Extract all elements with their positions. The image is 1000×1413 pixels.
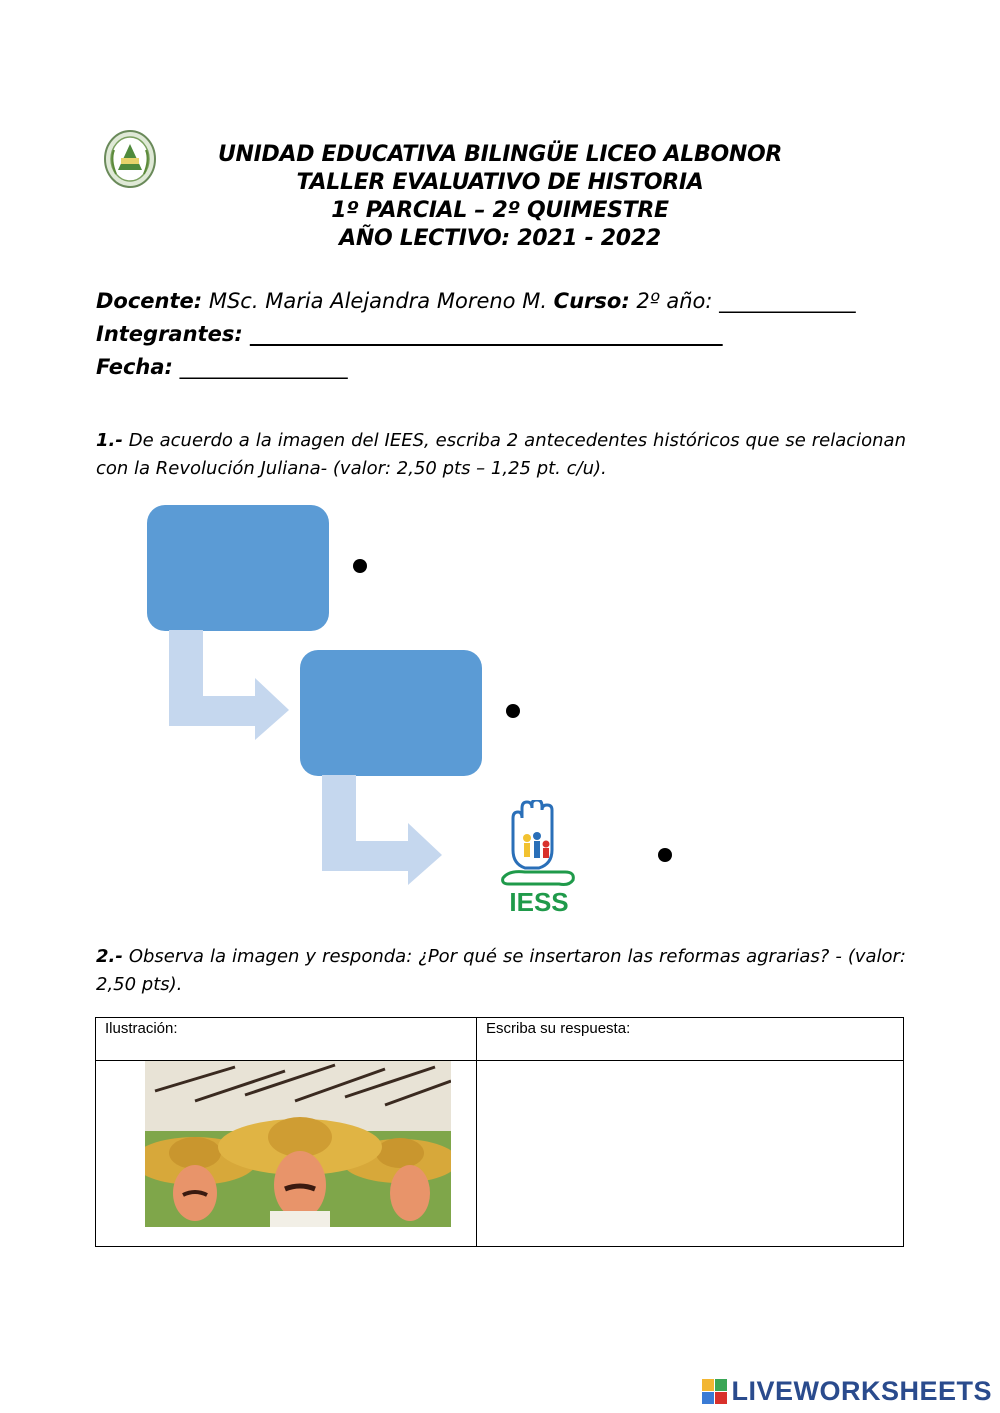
integrantes-label: Integrantes:: [96, 322, 251, 346]
fecha-blank[interactable]: ________________: [172, 355, 348, 379]
liveworksheets-icon: [702, 1379, 727, 1404]
question-1-text: De acuerdo a la imagen del IEES, escriba 2 antecedentes históricos que se relacionan con la Revolución Juliana- (valor: 2,50 pts – 1,25 pt. c/u).: [96, 430, 906, 479]
curso-value[interactable]: 2º año: _____________: [629, 289, 856, 313]
docente-line: [96, 285, 856, 317]
antecedent-box-1: [147, 505, 329, 631]
question-2-text: Observa la imagen y responda: ¿Por qué se insertaron las reformas agrarias? - (valor: 2,50 pts).: [96, 946, 906, 995]
integrantes-line: [96, 318, 723, 350]
docente-value: MSc. Maria Alejandra Moreno M.: [202, 289, 554, 313]
table-body-row: [96, 1061, 904, 1247]
integrantes-blank[interactable]: _____________________________________________: [250, 322, 723, 346]
liveworksheets-brand: [702, 1376, 992, 1407]
question-1-number: 1.-: [96, 430, 123, 451]
agrarian-revolution-illustration: [145, 1061, 451, 1227]
school-year-heading: AÑO LECTIVO: 2021 - 2022: [339, 226, 661, 251]
curso-label: Curso:: [553, 289, 630, 313]
bullet-answer-2[interactable]: [506, 704, 520, 718]
antecedent-box-2: [300, 650, 482, 776]
arrow-connector-2: [318, 775, 448, 887]
docente-label: Docente:: [96, 289, 203, 313]
illustration-header-cell: Ilustración:: [96, 1018, 477, 1061]
bullet-answer-1[interactable]: [353, 559, 367, 573]
iess-hand-icon: [499, 800, 579, 888]
table-header-row: [96, 1018, 904, 1061]
workshop-title-heading: TALLER EVALUATIVO DE HISTORIA: [296, 170, 704, 195]
partial-heading: 1º PARCIAL – 2º QUIMESTRE: [331, 198, 669, 223]
bullet-answer-3[interactable]: [658, 848, 672, 862]
question-2: [96, 943, 906, 999]
response-table: [95, 1017, 904, 1247]
illustration-cell: [96, 1061, 477, 1247]
fecha-line: [96, 351, 348, 383]
fecha-label: Fecha:: [96, 355, 173, 379]
liveworksheets-text: LIVEWORKSHEETS: [731, 1376, 992, 1406]
answer-header-cell: Escriba su respuesta:: [477, 1018, 904, 1061]
school-name-heading: UNIDAD EDUCATIVA BILINGÜE LICEO ALBONOR: [217, 142, 783, 167]
question-2-number: 2.-: [96, 946, 123, 967]
arrow-connector-1: [165, 630, 295, 742]
question-1: [96, 427, 906, 483]
iess-logo-text: IESS: [509, 887, 569, 917]
iess-logo: [499, 800, 579, 918]
answer-cell[interactable]: [477, 1061, 904, 1247]
